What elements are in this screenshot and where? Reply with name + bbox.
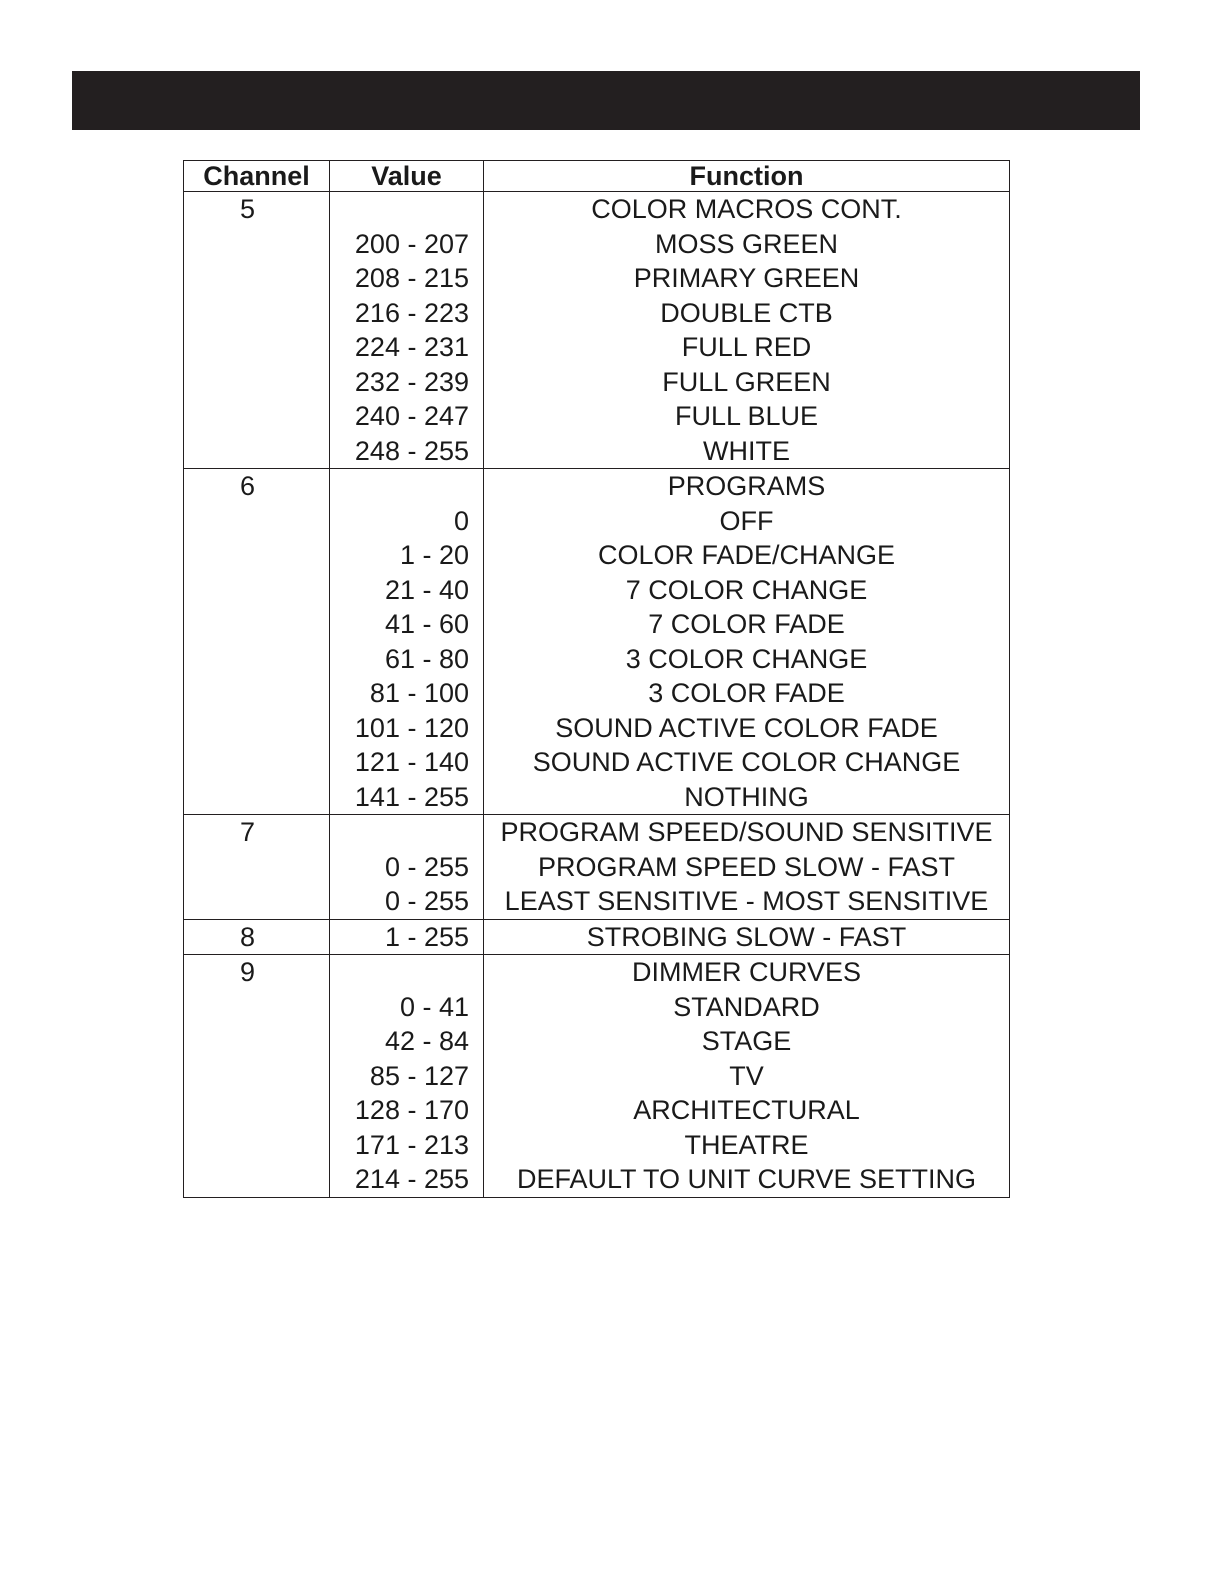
function-cell: LEAST SENSITIVE - MOST SENSITIVE: [484, 884, 1010, 919]
channel-cell: [184, 607, 330, 642]
table-row: [184, 850, 1010, 885]
channel-cell: 7: [184, 815, 330, 850]
table-row: [184, 642, 1010, 677]
table-row: [184, 919, 1010, 955]
channel-cell: [184, 504, 330, 539]
function-cell: TV: [484, 1059, 1010, 1094]
value-cell: 61 - 80: [330, 642, 484, 677]
value-cell: 85 - 127: [330, 1059, 484, 1094]
channel-cell: [184, 1128, 330, 1163]
value-cell: 208 - 215: [330, 261, 484, 296]
value-cell: 248 - 255: [330, 434, 484, 469]
value-cell: 1 - 255: [330, 919, 484, 955]
function-cell: PROGRAMS: [484, 469, 1010, 504]
function-cell: FULL BLUE: [484, 399, 1010, 434]
channel-cell: [184, 434, 330, 469]
value-cell: 232 - 239: [330, 365, 484, 400]
table-row: [184, 676, 1010, 711]
channel-cell: [184, 1162, 330, 1197]
channel-cell: [184, 296, 330, 331]
channel-cell: [184, 780, 330, 815]
function-cell: 7 COLOR FADE: [484, 607, 1010, 642]
channel-cell: [184, 1059, 330, 1094]
function-cell: 3 COLOR CHANGE: [484, 642, 1010, 677]
function-cell: STANDARD: [484, 990, 1010, 1025]
table-row: [184, 1059, 1010, 1094]
channel-cell: [184, 642, 330, 677]
value-cell: 240 - 247: [330, 399, 484, 434]
channel-cell: [184, 227, 330, 262]
function-cell: WHITE: [484, 434, 1010, 469]
table-row: [184, 780, 1010, 815]
function-cell: OFF: [484, 504, 1010, 539]
channel-cell: [184, 573, 330, 608]
value-cell: 121 - 140: [330, 745, 484, 780]
channel-cell: [184, 261, 330, 296]
value-cell: [330, 469, 484, 504]
channel-cell: [184, 330, 330, 365]
function-cell: DOUBLE CTB: [484, 296, 1010, 331]
channel-cell: [184, 365, 330, 400]
function-cell: NOTHING: [484, 780, 1010, 815]
table-row: [184, 434, 1010, 469]
function-cell: SOUND ACTIVE COLOR FADE: [484, 711, 1010, 746]
function-cell: COLOR MACROS CONT.: [484, 192, 1010, 227]
channel-cell: 5: [184, 192, 330, 227]
value-cell: 41 - 60: [330, 607, 484, 642]
value-cell: 0 - 255: [330, 850, 484, 885]
channel-cell: [184, 399, 330, 434]
table-row: [184, 573, 1010, 608]
dmx-channel-table: [183, 160, 1010, 1198]
table-row: [184, 261, 1010, 296]
header-bar: [72, 71, 1140, 130]
channel-cell: [184, 711, 330, 746]
channel-cell: [184, 1024, 330, 1059]
table-row: [184, 469, 1010, 504]
value-cell: 81 - 100: [330, 676, 484, 711]
table-row: [184, 296, 1010, 331]
function-cell: PROGRAM SPEED/SOUND SENSITIVE: [484, 815, 1010, 850]
channel-cell: [184, 745, 330, 780]
table-row: [184, 815, 1010, 850]
table-row: [184, 504, 1010, 539]
function-cell: 7 COLOR CHANGE: [484, 573, 1010, 608]
value-cell: 216 - 223: [330, 296, 484, 331]
channel-cell: [184, 538, 330, 573]
table-row: [184, 955, 1010, 990]
table-row: [184, 884, 1010, 919]
function-cell: SOUND ACTIVE COLOR CHANGE: [484, 745, 1010, 780]
function-cell: PRIMARY GREEN: [484, 261, 1010, 296]
function-cell: ARCHITECTURAL: [484, 1093, 1010, 1128]
value-cell: 21 - 40: [330, 573, 484, 608]
table-row: [184, 192, 1010, 227]
table-row: [184, 1024, 1010, 1059]
channel-cell: [184, 676, 330, 711]
value-cell: 42 - 84: [330, 1024, 484, 1059]
column-header-value: Value: [330, 161, 484, 192]
column-header-function: Function: [484, 161, 1010, 192]
value-cell: 171 - 213: [330, 1128, 484, 1163]
value-cell: 1 - 20: [330, 538, 484, 573]
channel-cell: 9: [184, 955, 330, 990]
value-cell: 0: [330, 504, 484, 539]
column-header-channel: Channel: [184, 161, 330, 192]
function-cell: COLOR FADE/CHANGE: [484, 538, 1010, 573]
channel-cell: 8: [184, 919, 330, 955]
table-row: [184, 538, 1010, 573]
table-row: [184, 607, 1010, 642]
function-cell: PROGRAM SPEED SLOW - FAST: [484, 850, 1010, 885]
table-row: [184, 365, 1010, 400]
channel-cell: [184, 850, 330, 885]
function-cell: FULL RED: [484, 330, 1010, 365]
table-row: [184, 227, 1010, 262]
table-row: [184, 745, 1010, 780]
value-cell: [330, 192, 484, 227]
table-row: [184, 1128, 1010, 1163]
table-row: [184, 711, 1010, 746]
channel-cell: [184, 990, 330, 1025]
value-cell: [330, 955, 484, 990]
function-cell: FULL GREEN: [484, 365, 1010, 400]
table-row: [184, 399, 1010, 434]
channel-cell: 6: [184, 469, 330, 504]
value-cell: 128 - 170: [330, 1093, 484, 1128]
value-cell: 101 - 120: [330, 711, 484, 746]
value-cell: 200 - 207: [330, 227, 484, 262]
function-cell: DIMMER CURVES: [484, 955, 1010, 990]
function-cell: THEATRE: [484, 1128, 1010, 1163]
table-row: [184, 1162, 1010, 1197]
channel-cell: [184, 884, 330, 919]
value-cell: 214 - 255: [330, 1162, 484, 1197]
table-row: [184, 330, 1010, 365]
table-header-row: [184, 161, 1010, 192]
function-cell: STAGE: [484, 1024, 1010, 1059]
value-cell: [330, 815, 484, 850]
function-cell: STROBING SLOW - FAST: [484, 919, 1010, 955]
table-row: [184, 990, 1010, 1025]
value-cell: 141 - 255: [330, 780, 484, 815]
function-cell: DEFAULT TO UNIT CURVE SETTING: [484, 1162, 1010, 1197]
value-cell: 224 - 231: [330, 330, 484, 365]
table-row: [184, 1093, 1010, 1128]
value-cell: 0 - 255: [330, 884, 484, 919]
function-cell: 3 COLOR FADE: [484, 676, 1010, 711]
channel-cell: [184, 1093, 330, 1128]
value-cell: 0 - 41: [330, 990, 484, 1025]
function-cell: MOSS GREEN: [484, 227, 1010, 262]
